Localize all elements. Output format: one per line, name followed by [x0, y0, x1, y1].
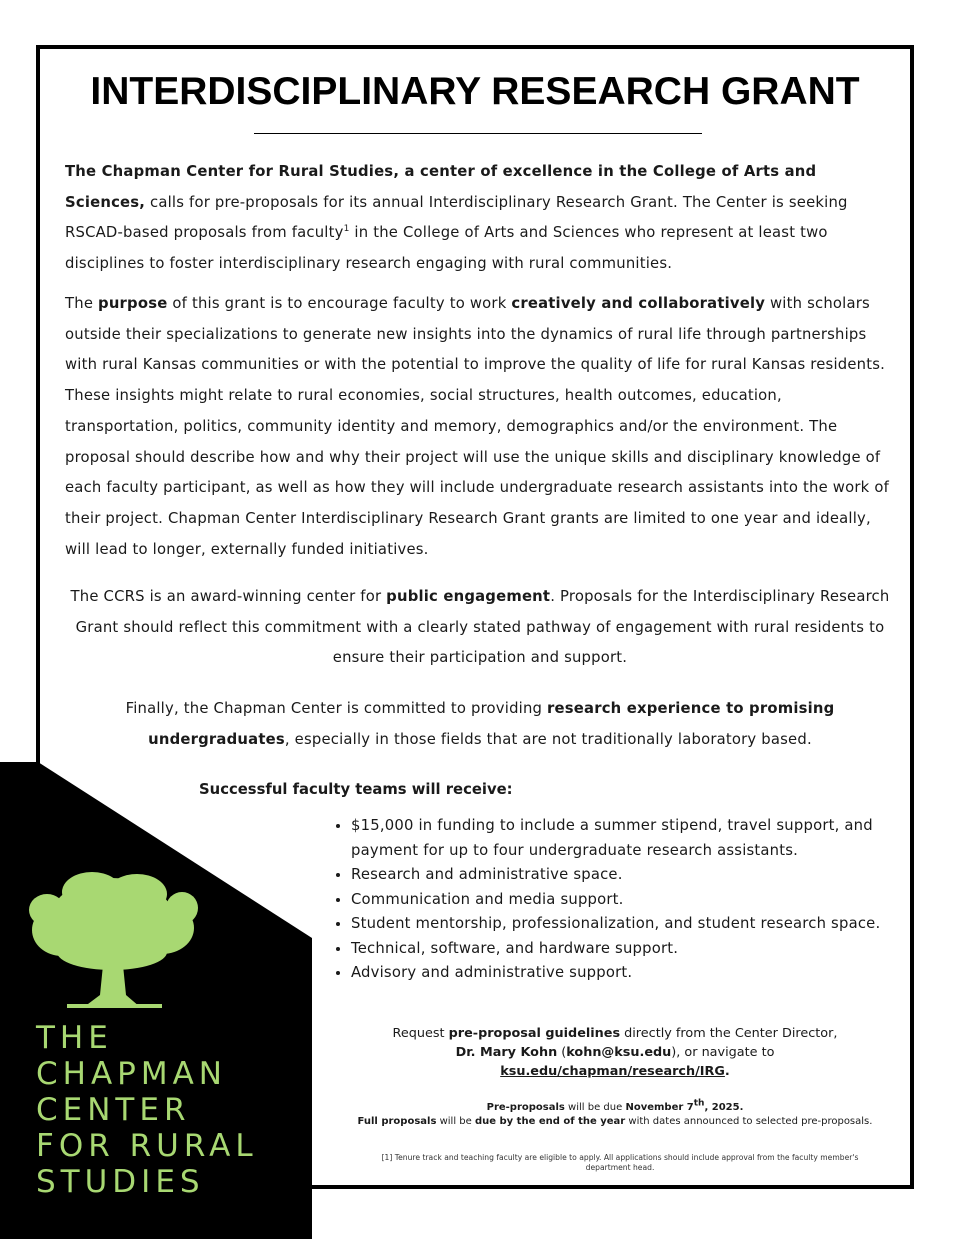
- engagement-paragraph: The CCRS is an award-winning center for public engagement. Proposals for the Interdisciplinary Research Grant should reflect this commitment with a clearly stated pathway of engagement with rural residents to ensure their participation and support.: [70, 588, 890, 667]
- list-item: • Advisory and administrative support.: [351, 961, 931, 986]
- page-title: INTERDISCIPLINARY RESEARCH GRANT: [90, 70, 860, 113]
- title-divider: [254, 133, 702, 134]
- undergraduate-paragraph: Finally, the Chapman Center is committed to providing research experience to promising undergraduates, especially in those fields that are not traditionally laboratory based.: [125, 700, 835, 748]
- due-dates: Pre-proposals will be due November 7th, 2025. Full proposals will be due by the end of the year with dates announced to selected pre-proposals.: [357, 1098, 873, 1127]
- list-item: • $15,000 in funding to include a summer stipend, travel support, and payment for up to four undergraduate research assistants.: [351, 814, 931, 863]
- benefits-heading: Successful faculty teams will receive:: [199, 781, 513, 798]
- footnote-mark: 1: [343, 224, 350, 235]
- list-item: • Technical, software, and hardware support.: [351, 937, 931, 962]
- benefits-list: [330, 814, 931, 986]
- center-logo-text: THE CHAPMAN CENTER FOR RURAL STUDIES: [36, 1020, 258, 1200]
- list-item: • Student mentorship, professionalization, and student research space.: [351, 912, 931, 937]
- purpose-paragraph: The purpose of this grant is to encourage faculty to work creatively and collaboratively with scholars outside their specializations to generate new insights into the dynamics of rural life through partnerships with rural Kansas communities or with the potential to improve the quality of life for rural Kansas residents. These insights might relate to rural economies, social structures, health outcomes, education, transportation, politics, community identity and memory, demographics and/or the environment. The proposal should describe how and why their project will use the unique skills and disciplinary knowledge of each faculty participant, as well as how they will include undergraduate research assistants into the work of their project. Chapman Center Interdisciplinary Research Grant grants are limited to one year and ideally, will lead to longer, externally funded initiatives.: [65, 295, 889, 558]
- irg-link[interactable]: ksu.edu/chapman/research/IRG: [500, 1064, 725, 1079]
- request-info: Request pre-proposal guidelines directly from the Center Director, Dr. Mary Kohn (kohn@ksu.edu), or navigate to ksu.edu/chapman/research/IRG.: [392, 1026, 838, 1079]
- footnote: [1] Tenure track and teaching faculty are eligible to apply. All applications should include approval from the faculty member's department head.: [381, 1153, 859, 1172]
- director-email: kohn@ksu.edu: [566, 1045, 672, 1060]
- intro-paragraph: The Chapman Center for Rural Studies, a center of excellence in the College of Arts and Sciences, calls for pre-proposals for its annual Interdisciplinary Research Grant. The Center is seeking RSCAD-based proposals from faculty$^1$ in the College of Arts and Sciences who represent at least two disciplines to foster interdisciplinary research engaging with rural communities.: [65, 163, 848, 273]
- intro-lead: The Chapman Center for Rural Studies, a center of excellence in the College of Arts and Sciences,: [65, 163, 817, 211]
- list-item: • Communication and media support.: [351, 888, 931, 913]
- tree-icon: [22, 870, 202, 1015]
- list-item: • Research and administrative space.: [351, 863, 931, 888]
